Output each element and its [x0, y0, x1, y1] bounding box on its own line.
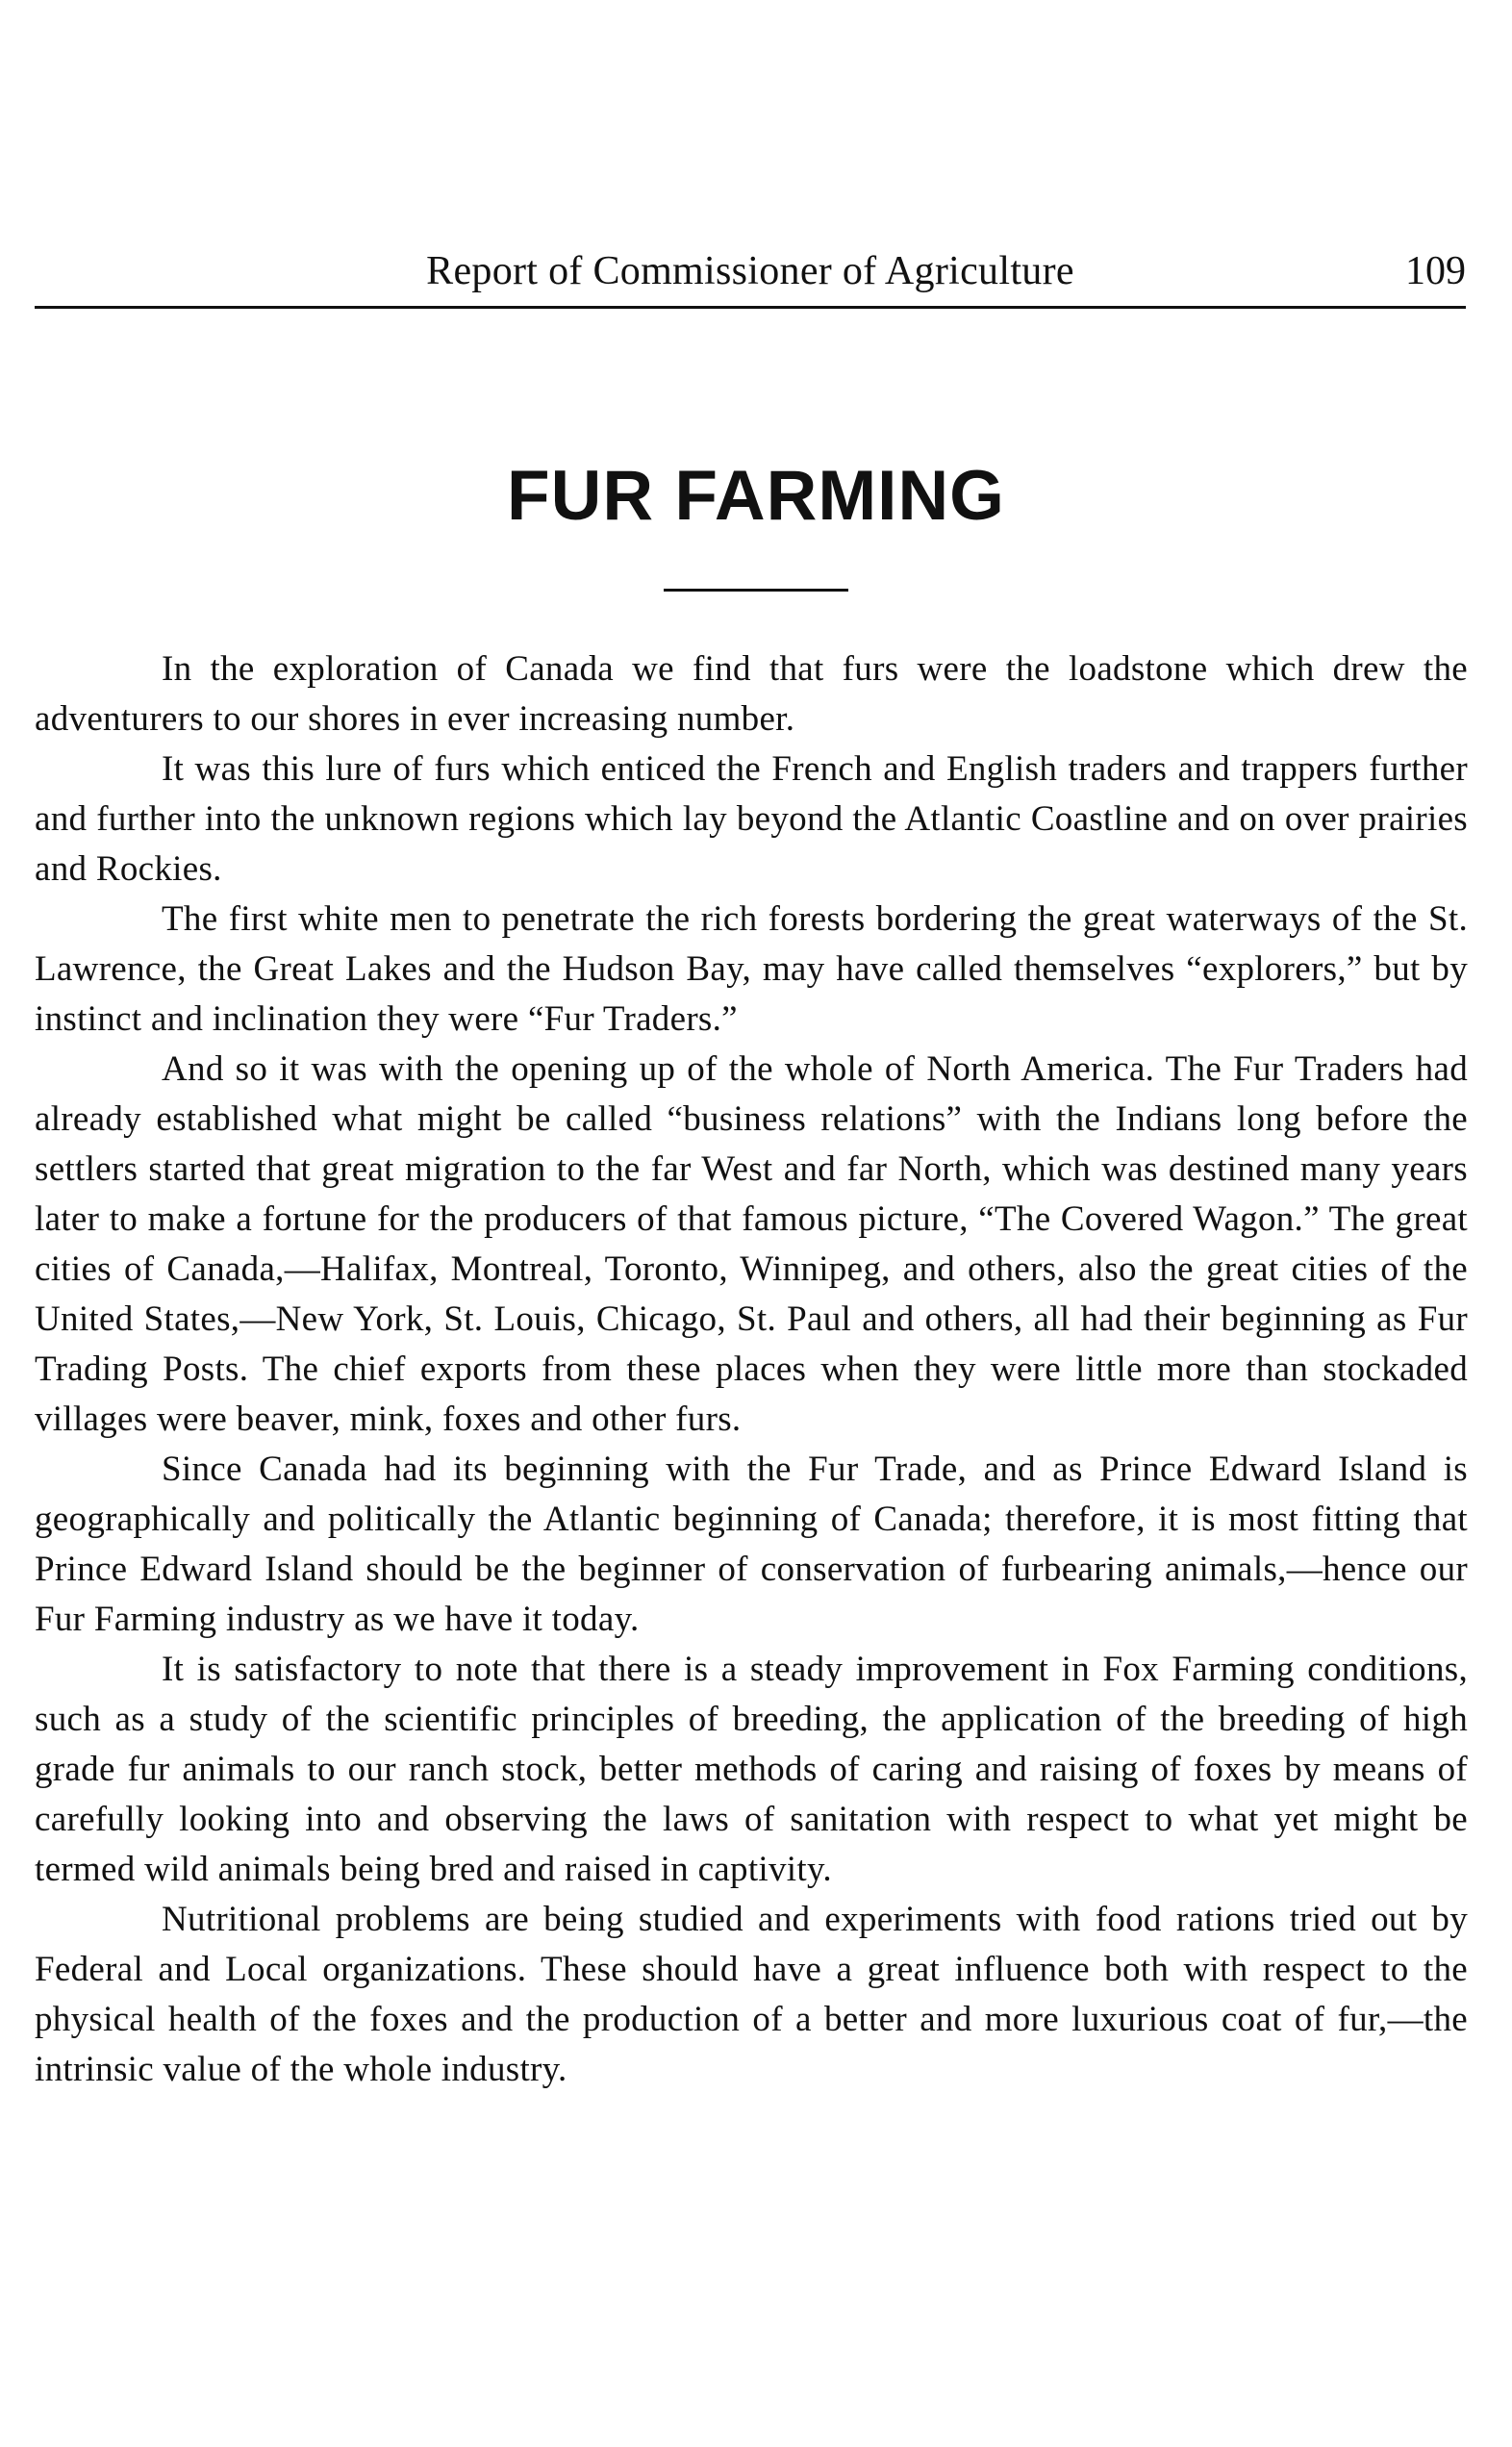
- paragraph-7: Nutritional problems are being studied and experiments with food rations tried out by Federal and Local organizations. These should have a great influence both with respect to the physical health of the foxes and the production of a better and more luxurious coat of fur,—the intrinsic value of the whole industry.: [35, 1900, 1468, 2089]
- body-text: [35, 644, 1468, 2095]
- page-number: 109: [1405, 249, 1466, 293]
- running-title: Report of Commissioner of Agriculture: [426, 249, 1074, 293]
- document-title: FUR FARMING: [507, 457, 1005, 535]
- running-header: [35, 242, 1466, 300]
- paragraph-4: And so it was with the opening up of the whole of North America. The Fur Traders had already established what might be called “business relations” with the Indians long before the settlers started that great migration to the far West and far North, which was destined many years later to make a fortune for the producers of that famous picture, “The Covered Wagon.” The great cities of Canada,—Halifax, Montreal, Toronto, Winnipeg, and others, also the great cities of the United States,—New York, St. Louis, Chicago, St. Paul and others, all had their beginning as Fur Trading Posts. The chief exports from these places when they were little more than stockaded villages were beaver, mink, foxes and other furs.: [35, 1049, 1468, 1439]
- paragraph-6: It is satisfactory to note that there is a steady improvement in Fox Farming conditions, such as a study of the scientific principles of breeding, the application of the breeding of high grade fur animals to our ranch stock, better methods of caring and raising of foxes by means of carefully looking into and observing the laws of sanitation with respect to what yet might be termed wild animals being bred and raised in captivity.: [35, 1650, 1468, 1889]
- paragraph-5: Since Canada had its beginning with the Fur Trade, and as Prince Edward Island is geographically and politically the Atlantic beginning of Canada; therefore, it is most fitting that Prince Edward Island should be the beginner of conservation of furbearing animals,—hence our Fur Farming industry as we have it today.: [35, 1450, 1468, 1639]
- title-rule: [664, 589, 848, 592]
- header-rule: [35, 306, 1466, 309]
- paragraph-1: In the exploration of Canada we find that furs were the loadstone which drew the adventurers to our shores in ever increasing number.: [35, 649, 1468, 739]
- paragraph-3: The first white men to penetrate the rich forests bordering the great waterways of the St. Lawrence, the Great Lakes and the Hudson Bay, may have called themselves “explorers,” but by instinct and inclination they were “Fur Traders.”: [35, 899, 1468, 1039]
- paragraph-2: It was this lure of furs which enticed the French and English traders and trappers further and further into the unknown regions which lay beyond the Atlantic Coastline and on over prairies and Rockies.: [35, 749, 1468, 889]
